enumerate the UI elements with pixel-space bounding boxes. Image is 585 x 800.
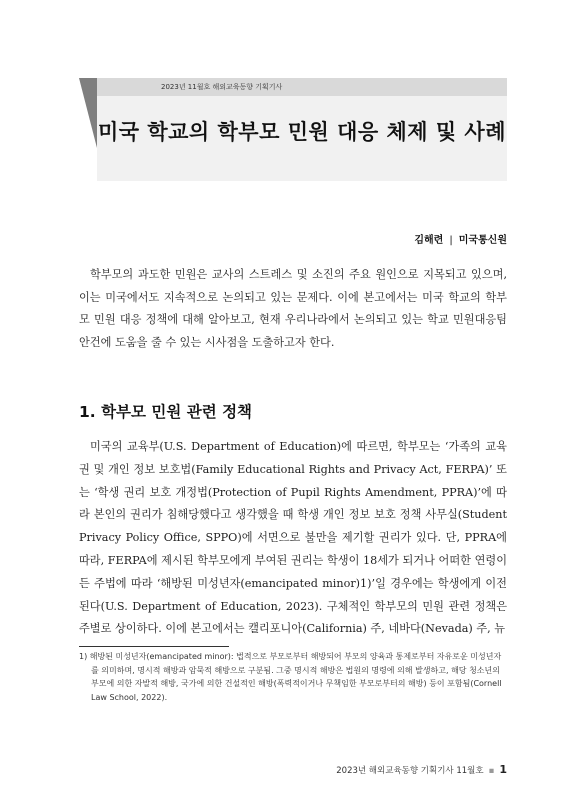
article-header — [79, 78, 507, 181]
header-accent-triangle — [79, 78, 97, 148]
abstract-paragraph: 학부모의 과도한 민원은 교사의 스트레스 및 소진의 주요 원인으로 지목되고 있으며, 이는 미국에서도 지속적으로 논의되고 있는 문제다. 이에 본고에서는 미국 학교의 학부모 민원 대응 정책에 대해 알아보고, 현재 우리나라에서 논의되고 있는 학교 민원대응팀 안건에 도움을 줄 수 있는 시사점을 도출하고자 한다. — [79, 268, 507, 349]
footnote-divider — [79, 646, 229, 647]
footer-bullet: ▪ — [488, 766, 495, 776]
header-issue-tag: 2023년 11월호 해외교육동향 기획기사 — [161, 83, 283, 91]
page-number: 1 — [499, 763, 507, 776]
author-separator: | — [449, 235, 453, 246]
header-tag-bar — [97, 78, 507, 96]
footnote-text: 1) 해방된 미성년자(emancipated minor): 법적으로 부모로부터 해방되어 부모의 양육과 통제로부터 자유로운 미성년자를 의미하며, 명시적 해방과 암묵적 해방으로 구분됨. 그중 명시적 해방은 법원의 명령에 의해 발생하고, 해당 청소년의 부모에 의한 자발적 해방, 국가에 의한 건설적인 해방(폭력적이거나 무책임한 부모로부터의 해방) 등이 포함됨(Cornell Law School, 2022). — [79, 652, 502, 702]
author-affiliation: 미국통신원 — [458, 235, 507, 246]
author-name: 김해련 — [414, 235, 444, 246]
page-title: 미국 학교의 학부모 민원 대응 체제 및 사례 — [97, 120, 507, 144]
footer-label: 2023년 해외교육동향 기획기사 11월호 — [336, 766, 484, 776]
page-footer — [336, 763, 507, 776]
section-heading: 1. 학부모 민원 관련 정책 — [79, 403, 253, 421]
author-line — [414, 231, 507, 246]
body-paragraph: 미국의 교육부(U.S. Department of Education)에 따르면, 학부모는 ‘가족의 교육권 및 개인 정보 보호법(Family Educational Rights and Privacy Act, FERPA)’ 또는 ‘학생 권리 보호 개정법(Protection of Pupil Rights Amendment, PPRA)’에 따라 본인의 권리가 침해당했다고 생각했을 때 학생 개인 정보 보호 정책 사무실(Student Privacy Policy Office, SPPO)에 서면으로 불만을 제기할 권리가 있다. 단, PPRA에 따라, FERPA에 제시된 학부모에게 부여된 권리는 학생이 18세가 되거나 어떠한 연령이든 주법에 따라 ‘해방된 미성년자(emancipated minor)1)’일 경우에는 학생에게 이전된다(U.S. Department of Education, 2023). 구체적인 학부모의 민원 관련 정책은 주별로 상이하다. 이에 본고에서는 캘리포니아(California) 주, 네바다(Nevada) 주, 뉴 — [79, 440, 507, 636]
